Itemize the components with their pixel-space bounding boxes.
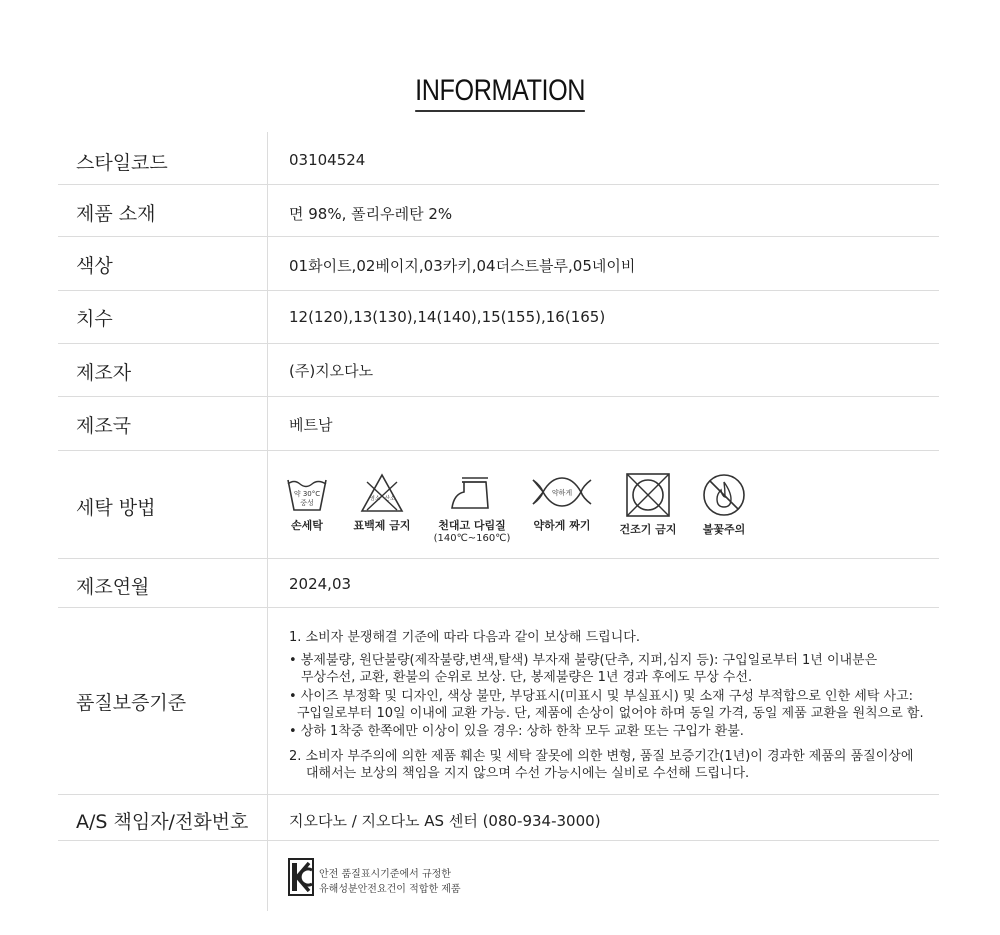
no-bleach-item xyxy=(350,472,414,533)
hand-wash-temp: 약 30°C xyxy=(293,490,321,498)
hand-wash-caption: 손세탁 xyxy=(291,519,323,532)
iron-temperature: (140℃~160℃) xyxy=(433,533,511,544)
iron-icon xyxy=(448,472,496,514)
quality-line-4: • 사이즈 부정확 및 디자인, 색상 불만, 부당표시(미표시 및 부실표시) 및 소재 구성 부적합으로 인한 세탁 사고: xyxy=(289,689,914,704)
row-divider xyxy=(58,396,939,397)
gentle-wash-icon xyxy=(531,472,593,514)
row-divider xyxy=(58,607,939,608)
row-divider xyxy=(58,290,939,291)
keep-away-fire-item xyxy=(696,472,752,537)
style-code-label: 스타일코드 xyxy=(76,152,168,174)
quality-line-6: • 상하 1착중 한쪽에만 이상이 있을 경우: 상하 한착 모두 교환 또는 구입가 환불. xyxy=(289,724,744,739)
no-bleach-icon xyxy=(359,472,405,514)
hand-wash-detergent: 중성 xyxy=(300,499,314,507)
gentle-wash-text: 약하게 xyxy=(551,489,573,497)
row-divider xyxy=(58,794,939,795)
row-divider xyxy=(58,343,939,344)
quality-line-5: 구입일로부터 10일 이내에 교환 가능. 단, 제품에 손상이 없어야 하며 동일 가격, 동일 제품 교환을 원칙으로 함. xyxy=(297,706,924,721)
country-label: 제조국 xyxy=(76,415,132,437)
iron-item xyxy=(432,472,512,544)
no-bleach-oxygen: 산소 xyxy=(384,496,396,502)
row-divider xyxy=(58,558,939,559)
quality-line-8: 대해서는 보상의 책임을 지지 않으며 수선 가능시에는 실비로 수선해 드립니다. xyxy=(306,766,750,781)
gentle-wash-caption: 약하게 짜기 xyxy=(533,519,591,532)
color-label: 색상 xyxy=(76,255,113,277)
no-tumble-dry-caption: 건조기 금지 xyxy=(619,523,677,536)
kc-mark-icon xyxy=(288,858,314,896)
row-divider xyxy=(58,840,939,841)
manufacturer-label: 제조자 xyxy=(76,362,132,384)
page-title xyxy=(0,74,1000,112)
size-value: 12(120),13(130),14(140),15(155),16(165) xyxy=(289,308,606,326)
title-text: INFORMATION xyxy=(415,74,585,112)
keep-away-fire-icon xyxy=(701,472,747,518)
kc-text-line-2: 유해성분안전요건이 적합한 제품 xyxy=(319,884,461,895)
manufacturer-value: (주)지오다노 xyxy=(289,362,374,380)
row-divider xyxy=(58,450,939,451)
date-value: 2024,03 xyxy=(289,575,352,593)
quality-line-3: 무상수선, 교환, 환불의 순위로 보상. 단, 봉제불량은 1년 경과 후에도 무상 수선. xyxy=(301,670,753,685)
kc-text-line-1: 안전 품질표시기준에서 규정한 xyxy=(319,869,451,880)
material-label: 제품 소재 xyxy=(76,203,156,225)
country-value: 베트남 xyxy=(289,416,333,434)
color-value: 01화이트,02베이지,03카키,04더스트블루,05네이비 xyxy=(289,257,636,275)
washing-icons xyxy=(282,472,762,552)
hand-wash-icon xyxy=(285,472,329,514)
as-label: A/S 책임자/전화번호 xyxy=(76,811,249,833)
style-code-value: 03104524 xyxy=(289,151,366,169)
date-label: 제조연월 xyxy=(76,576,150,598)
as-value: 지오다노 / 지오다노 AS 센터 (080-934-3000) xyxy=(289,812,601,830)
material-value: 면 98%, 폴리우레탄 2% xyxy=(289,205,453,223)
no-bleach-chlorine: 염소 xyxy=(369,496,381,502)
gentle-wash-item xyxy=(530,472,594,533)
quality-line-1: 1. 소비자 분쟁해결 기준에 따라 다음과 같이 보상해 드립니다. xyxy=(289,630,640,645)
no-bleach-caption: 표백제 금지 xyxy=(353,519,411,532)
row-divider xyxy=(58,236,939,237)
size-label: 치수 xyxy=(76,308,113,330)
quality-line-2: • 봉제불량, 원단불량(제작불량,변색,탈색) 부자재 불량(단추, 지퍼,심지 등): 구입일로부터 1년 이내분은 xyxy=(289,653,878,668)
iron-caption: 천대고 다림질 xyxy=(438,519,506,532)
hand-wash-item xyxy=(282,472,332,533)
washing-label: 세탁 방법 xyxy=(76,497,156,519)
keep-away-fire-caption: 불꽃주의 xyxy=(702,523,746,536)
quality-label: 품질보증기준 xyxy=(76,692,187,714)
row-divider xyxy=(58,184,939,185)
no-tumble-dry-item xyxy=(618,472,678,537)
no-tumble-dry-icon xyxy=(625,472,671,518)
quality-line-7: 2. 소비자 부주의에 의한 제품 훼손 및 세탁 잘못에 의한 변형, 품질 보증기간(1년)이 경과한 제품의 품질이상에 xyxy=(289,749,914,764)
